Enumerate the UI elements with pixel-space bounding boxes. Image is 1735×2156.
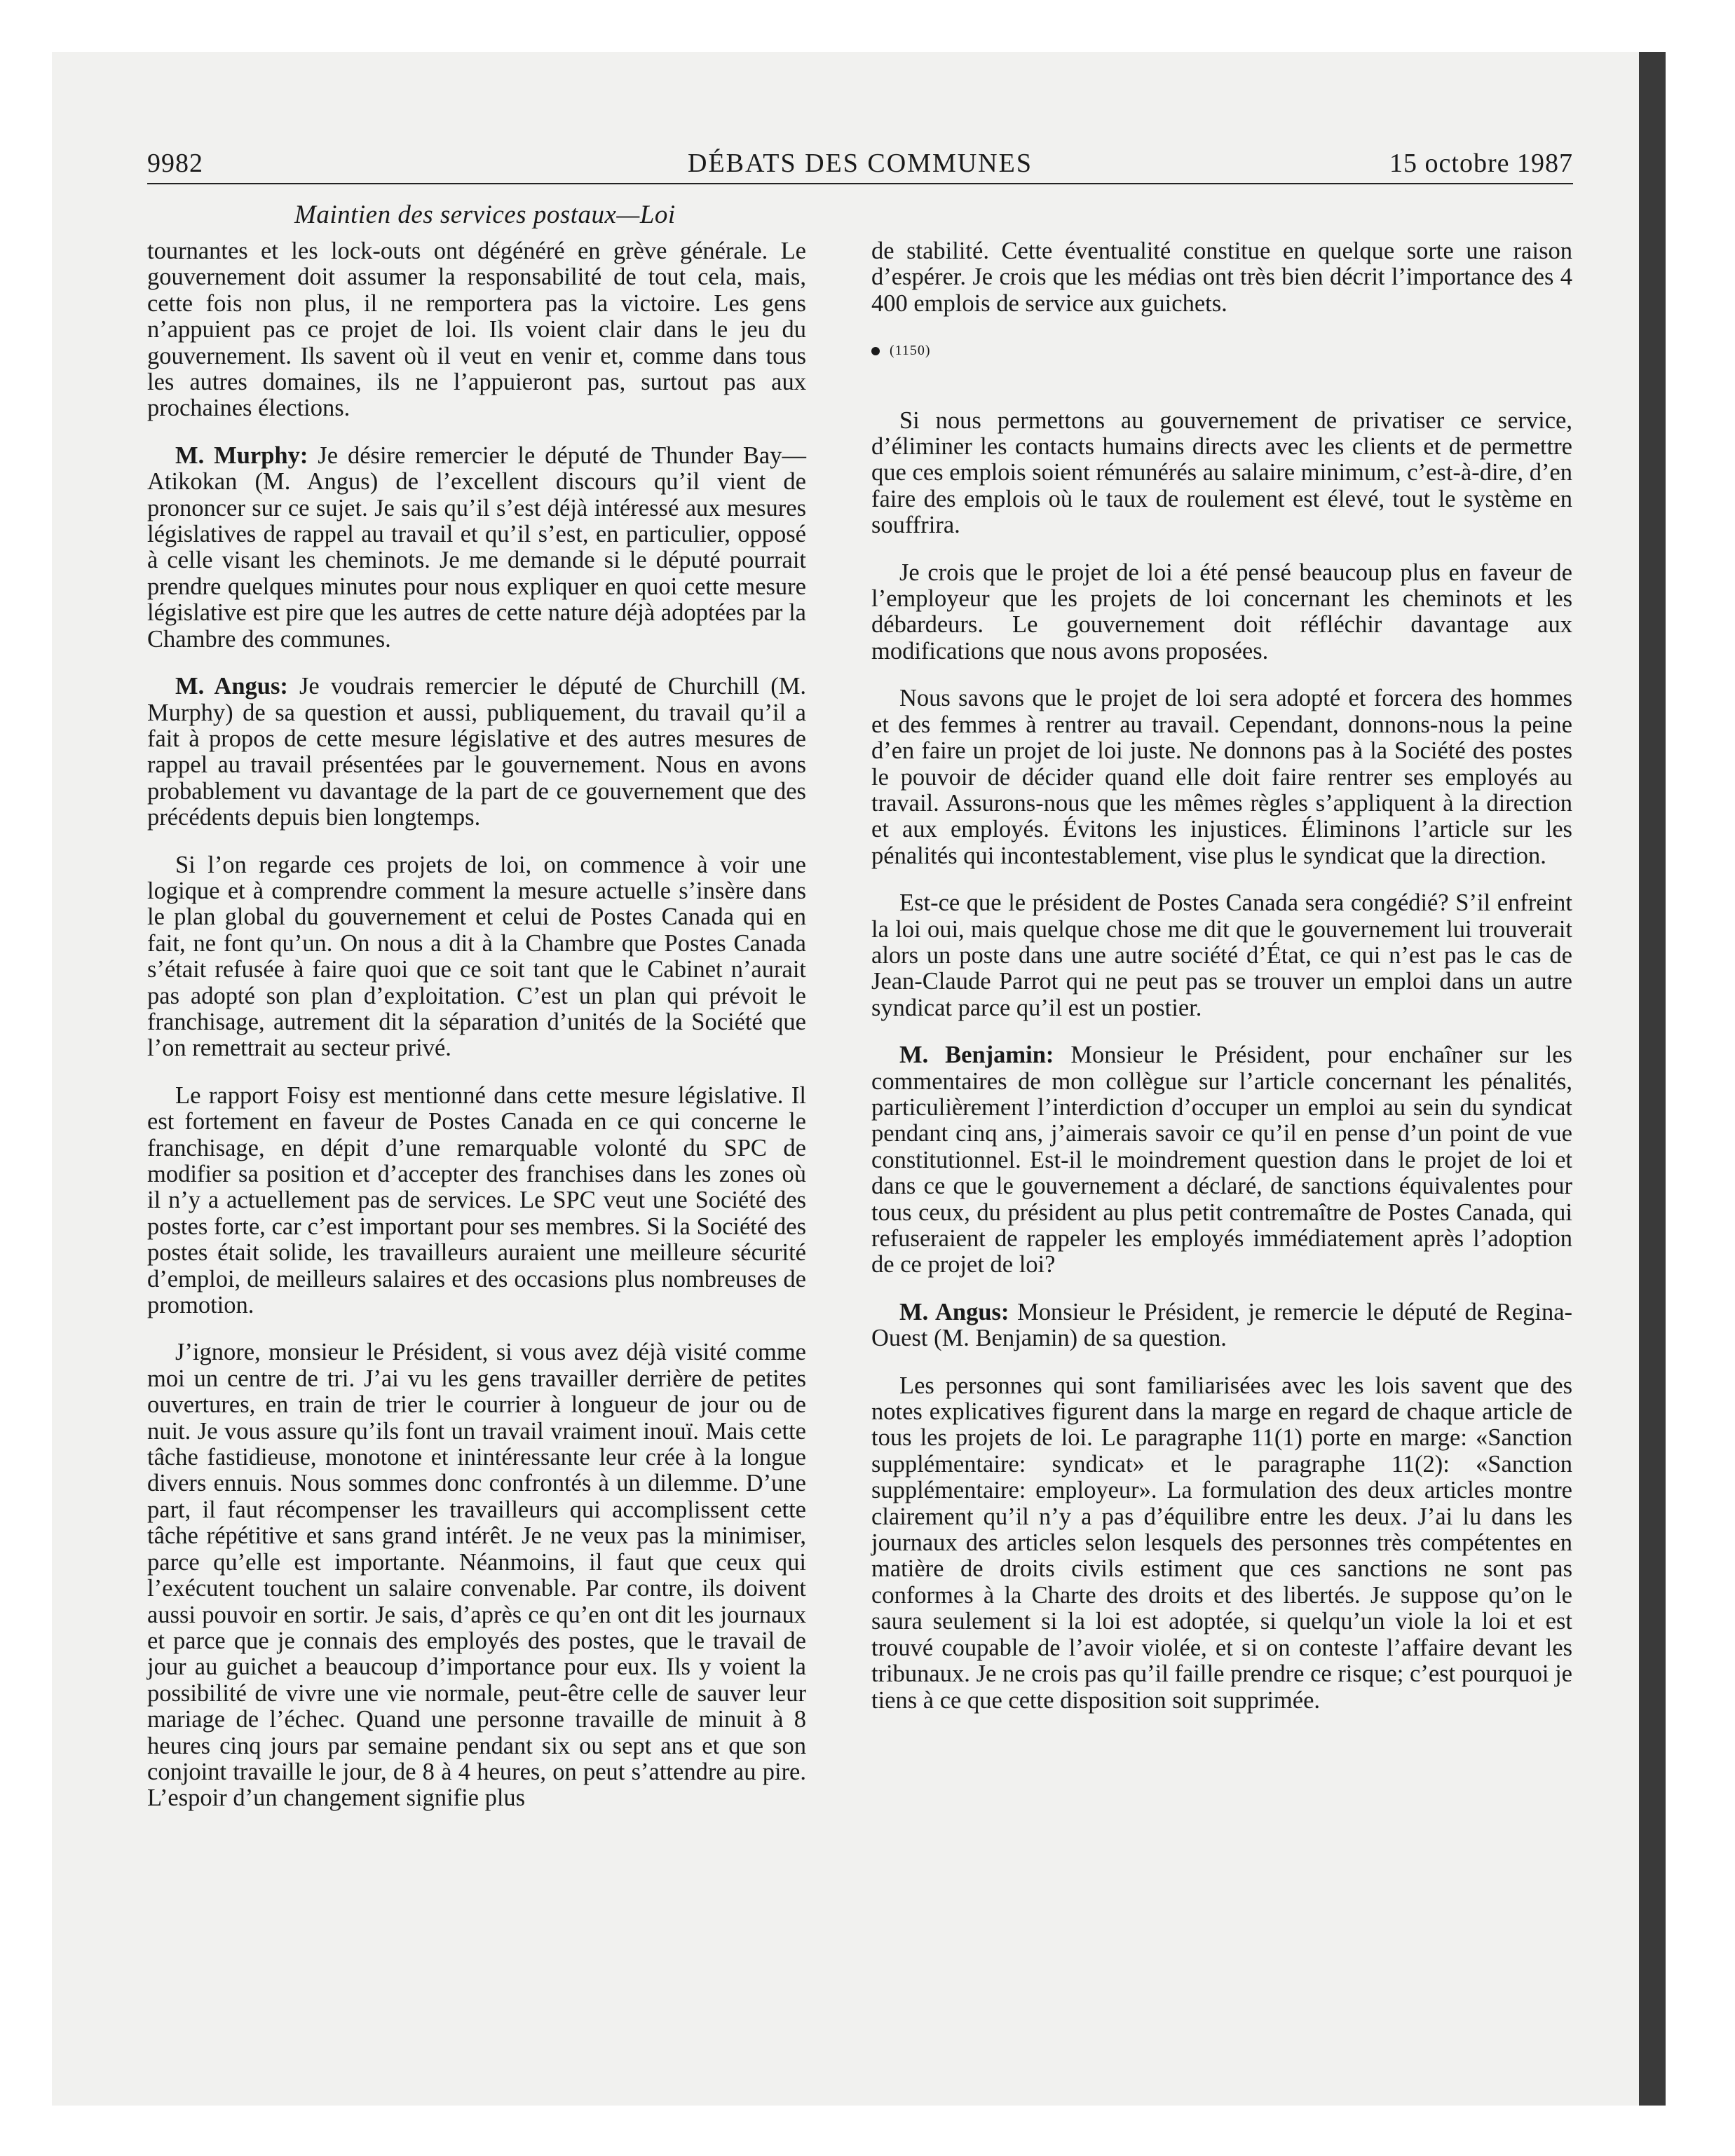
paragraph: J’ignore, monsieur le Président, si vous avez déjà visité comme moi un centre de tri. J’ai vu les gens travailler derrière de petites ouvertures, en train de trier le courrier à longueur de jour ou de nuit. Je vous assure qu’ils font un travail vraiment inouï. Mais cette tâche fastidieuse, monotone et inintéressante leur crée à la longue divers ennuis. Nous sommes donc confrontés à un dilemme. D’une part, il faut récompenser les travailleurs qui accomplissent cette tâche répétitive et sans grand intérêt. Je ne veux pas la minimiser, parce qu’elle est importante. Néanmoins, il faut que ceux qui l’exécutent touchent un salaire convenable. Par contre, ils doivent aussi pouvoir en sortir. Je sais, d’après ce qu’en ont dit les journaux et parce que je connais des employés des postes, que le travail de jour au guichet a beaucoup d’importance pour eux. Ils y voient la possibilité de vivre une vie normale, peut-être celle de sauver leur mariage de l’échec. Quand une personne travaille de minuit à 8 heures cinq jours par semaine pendant six ou sept ans et que son conjoint travaille le jour, de 8 à 4 heures, on peut s’attendre au pire. L’espoir d’un changement signifie plus <box>147 1339 806 1812</box>
speaker-name: M. Angus: <box>175 673 288 700</box>
right-column <box>871 238 1572 1735</box>
running-subject: Maintien des services postaux—Loi <box>294 200 676 229</box>
paragraph: Est-ce que le président de Postes Canada sera congédié? S’il enfreint la loi oui, mais quelque chose me dit que le gouvernement lui trouverait alors un poste dans une autre société d’État, ce qui n’est pas le cas de Jean-Claude Parrot qui ne peut pas se trouver un emploi dans un autre syndicat parce qu’il est un postier. <box>871 889 1572 1021</box>
paragraph: Si l’on regarde ces projets de loi, on commence à voir une logique et à comprendre comment la mesure actuelle s’insère dans le plan global du gouvernement et celui de Postes Canada qui en fait, ne font qu’un. On nous a dit à la Chambre que Postes Canada s’était refusée à faire quoi que ce soit tant que le Cabinet n’aurait pas adopté son plan d’exploitation. C’est un plan qui prévoit le franchisage, autrement dit la séparation d’unités de la Société que l’on remettrait au secteur privé. <box>147 851 806 1062</box>
speech-paragraph <box>871 1299 1572 1352</box>
paragraph: Nous savons que le projet de loi sera adopté et forcera des hommes et des femmes à rentrer au travail. Cependant, donnons-nous la peine d’en faire un projet de loi juste. Ne donnons pas à la Société des postes le pouvoir de décider quand elle doit faire rentrer ses employés au travail. Assurons-nous que les mêmes règles s’appliquent à la direction et aux employés. Évitons les injustices. Éliminons l’article sur les pénalités qui incontestablement, vise plus le syndicat que la direction. <box>871 685 1572 869</box>
speaker-name: M. Angus: <box>899 1298 1009 1325</box>
speech-text: Je désire remercier le député de Thunder Bay—Atikokan (M. Angus) de l’excellent discours qu’il vient de prononcer sur ce sujet. Je sais qu’il s’est déjà intéressé aux mesures législatives de rappel au travail et qu’il s’est, en particulier, opposé à celle visant les cheminots. Je me demande si le député pourrait prendre quelques minutes pour nous expliquer en quoi cette mesure législative est pire que les autres de cette nature déjà adoptées par la Chambre des communes. <box>147 442 806 653</box>
speech-text: Je voudrais remercier le député de Churchill (M. Murphy) de sa question et aussi, publiquement, du travail qu’il a fait à propos de cette mesure législative et des autres mesures de rappel au travail présentées par le gouvernement. Nous en avons probablement vu davantage de la part de ce gouvernement que des précédents depuis bien longtemps. <box>147 673 806 831</box>
page-header <box>147 144 1573 184</box>
speaker-name: M. Benjamin: <box>899 1042 1054 1069</box>
speech-paragraph <box>147 674 806 831</box>
speech-paragraph <box>147 443 806 653</box>
paragraph: Je crois que le projet de loi a été pensé beaucoup plus en faveur de l’employeur que les projets de loi concernant les cheminots et les débardeurs. Le gouvernement doit réfléchir davantage aux modifications que nous avons proposées. <box>871 559 1572 664</box>
bullet-icon <box>871 347 880 355</box>
scan-edge <box>1639 52 1666 2106</box>
paragraph: tournantes et les lock-outs ont dégénéré en grève générale. Le gouvernement doit assumer la responsabilité de tout cela, mais, cette fois non plus, il ne remportera pas la victoire. Les gens n’appuient pas ce projet de loi. Ils voient clair dans le jeu du gouvernement. Ils savent où il veut en venir et, comme dans tous les autres domaines, ils ne l’appuieront pas, surtout pas aux prochaines élections. <box>147 238 806 422</box>
publication-title: DÉBATS DES COMMUNES <box>688 149 1033 178</box>
left-column <box>147 238 806 1833</box>
speech-text: Monsieur le Président, pour enchaîner sur les commentaires de mon collègue sur l’article concernant les pénalités, particulièrement l’interdiction d’occuper un emploi au sein du syndicat pendant cinq ans, j’aimerais savoir ce qu’il en pense d’un point de vue constitutionnel. Est-il le moindrement question dans le projet de loi et dans ce que le gouvernement a déclaré, de sanctions équivalentes pour tous ceux, du président au plus petit contremaître de Postes Canada, qui refuseraient de rappeler les employés immédiatement après l’adoption de ce projet de loi? <box>871 1042 1572 1278</box>
time-marker <box>871 338 1572 364</box>
paragraph: Le rapport Foisy est mentionné dans cette mesure législative. Il est fortement en faveur de Postes Canada en ce qui concerne le franchisage, en dépit d’une remarquable volonté du SPC de modifier sa position et d’accepter des franchises dans les zones où il n’y a actuellement pas de services. Le SPC veut une Société des postes forte, car c’est important pour ses membres. Si la Société des postes était solide, les travailleurs auraient une meilleure sécurité d’emploi, de meilleurs salaires et des occasions plus nombreuses de promotion. <box>147 1082 806 1319</box>
speech-text: Monsieur le Président, je remercie le député de Regina-Ouest (M. Benjamin) de sa question. <box>871 1298 1572 1352</box>
speech-paragraph <box>871 1042 1572 1278</box>
time-stamp: (1150) <box>890 343 931 359</box>
speaker-name: M. Murphy: <box>175 442 308 469</box>
page-date: 15 octobre 1987 <box>1389 149 1573 178</box>
paragraph: Si nous permettons au gouvernement de privatiser ce service, d’éliminer les contacts humains directs avec les clients et de permettre que ces emplois soient rémunérés au salaire minimum, c’est-à-dire, d’en faire des emplois où le taux de roulement est élevé, tout le système en souffrira. <box>871 407 1572 539</box>
paragraph: de stabilité. Cette éventualité constitue en quelque sorte une raison d’espérer. Je crois que les médias ont très bien décrit l’importance des 4 400 emplois de service aux guichets. <box>871 238 1572 317</box>
page-number: 9982 <box>147 149 203 178</box>
paragraph: Les personnes qui sont familiarisées avec les lois savent que des notes explicatives figurent dans la marge en regard de chaque article de tous les projets de loi. Le paragraphe 11(1) porte en marge: «Sanction supplémentaire: syndicat» et le paragraphe 11(2): «Sanction supplémentaire: employeur». La formulation des deux articles montre clairement qu’il n’y a pas d’équilibre entre les deux. J’ai lu dans les journaux des articles selon lesquels des personnes très compétentes en matière de droits civils estiment que ces sanctions ne sont pas conformes à la Charte des droits et des libertés. Je suppose qu’on le saura seulement si la loi est adoptée, si quelqu’un viole la loi et est trouvé coupable de l’avoir violée, et si on conteste l’affaire devant les tribunaux. Je ne crois pas qu’il faille prendre ce risque; c’est pourquoi je tiens à ce que cette disposition soit supprimée. <box>871 1372 1572 1714</box>
